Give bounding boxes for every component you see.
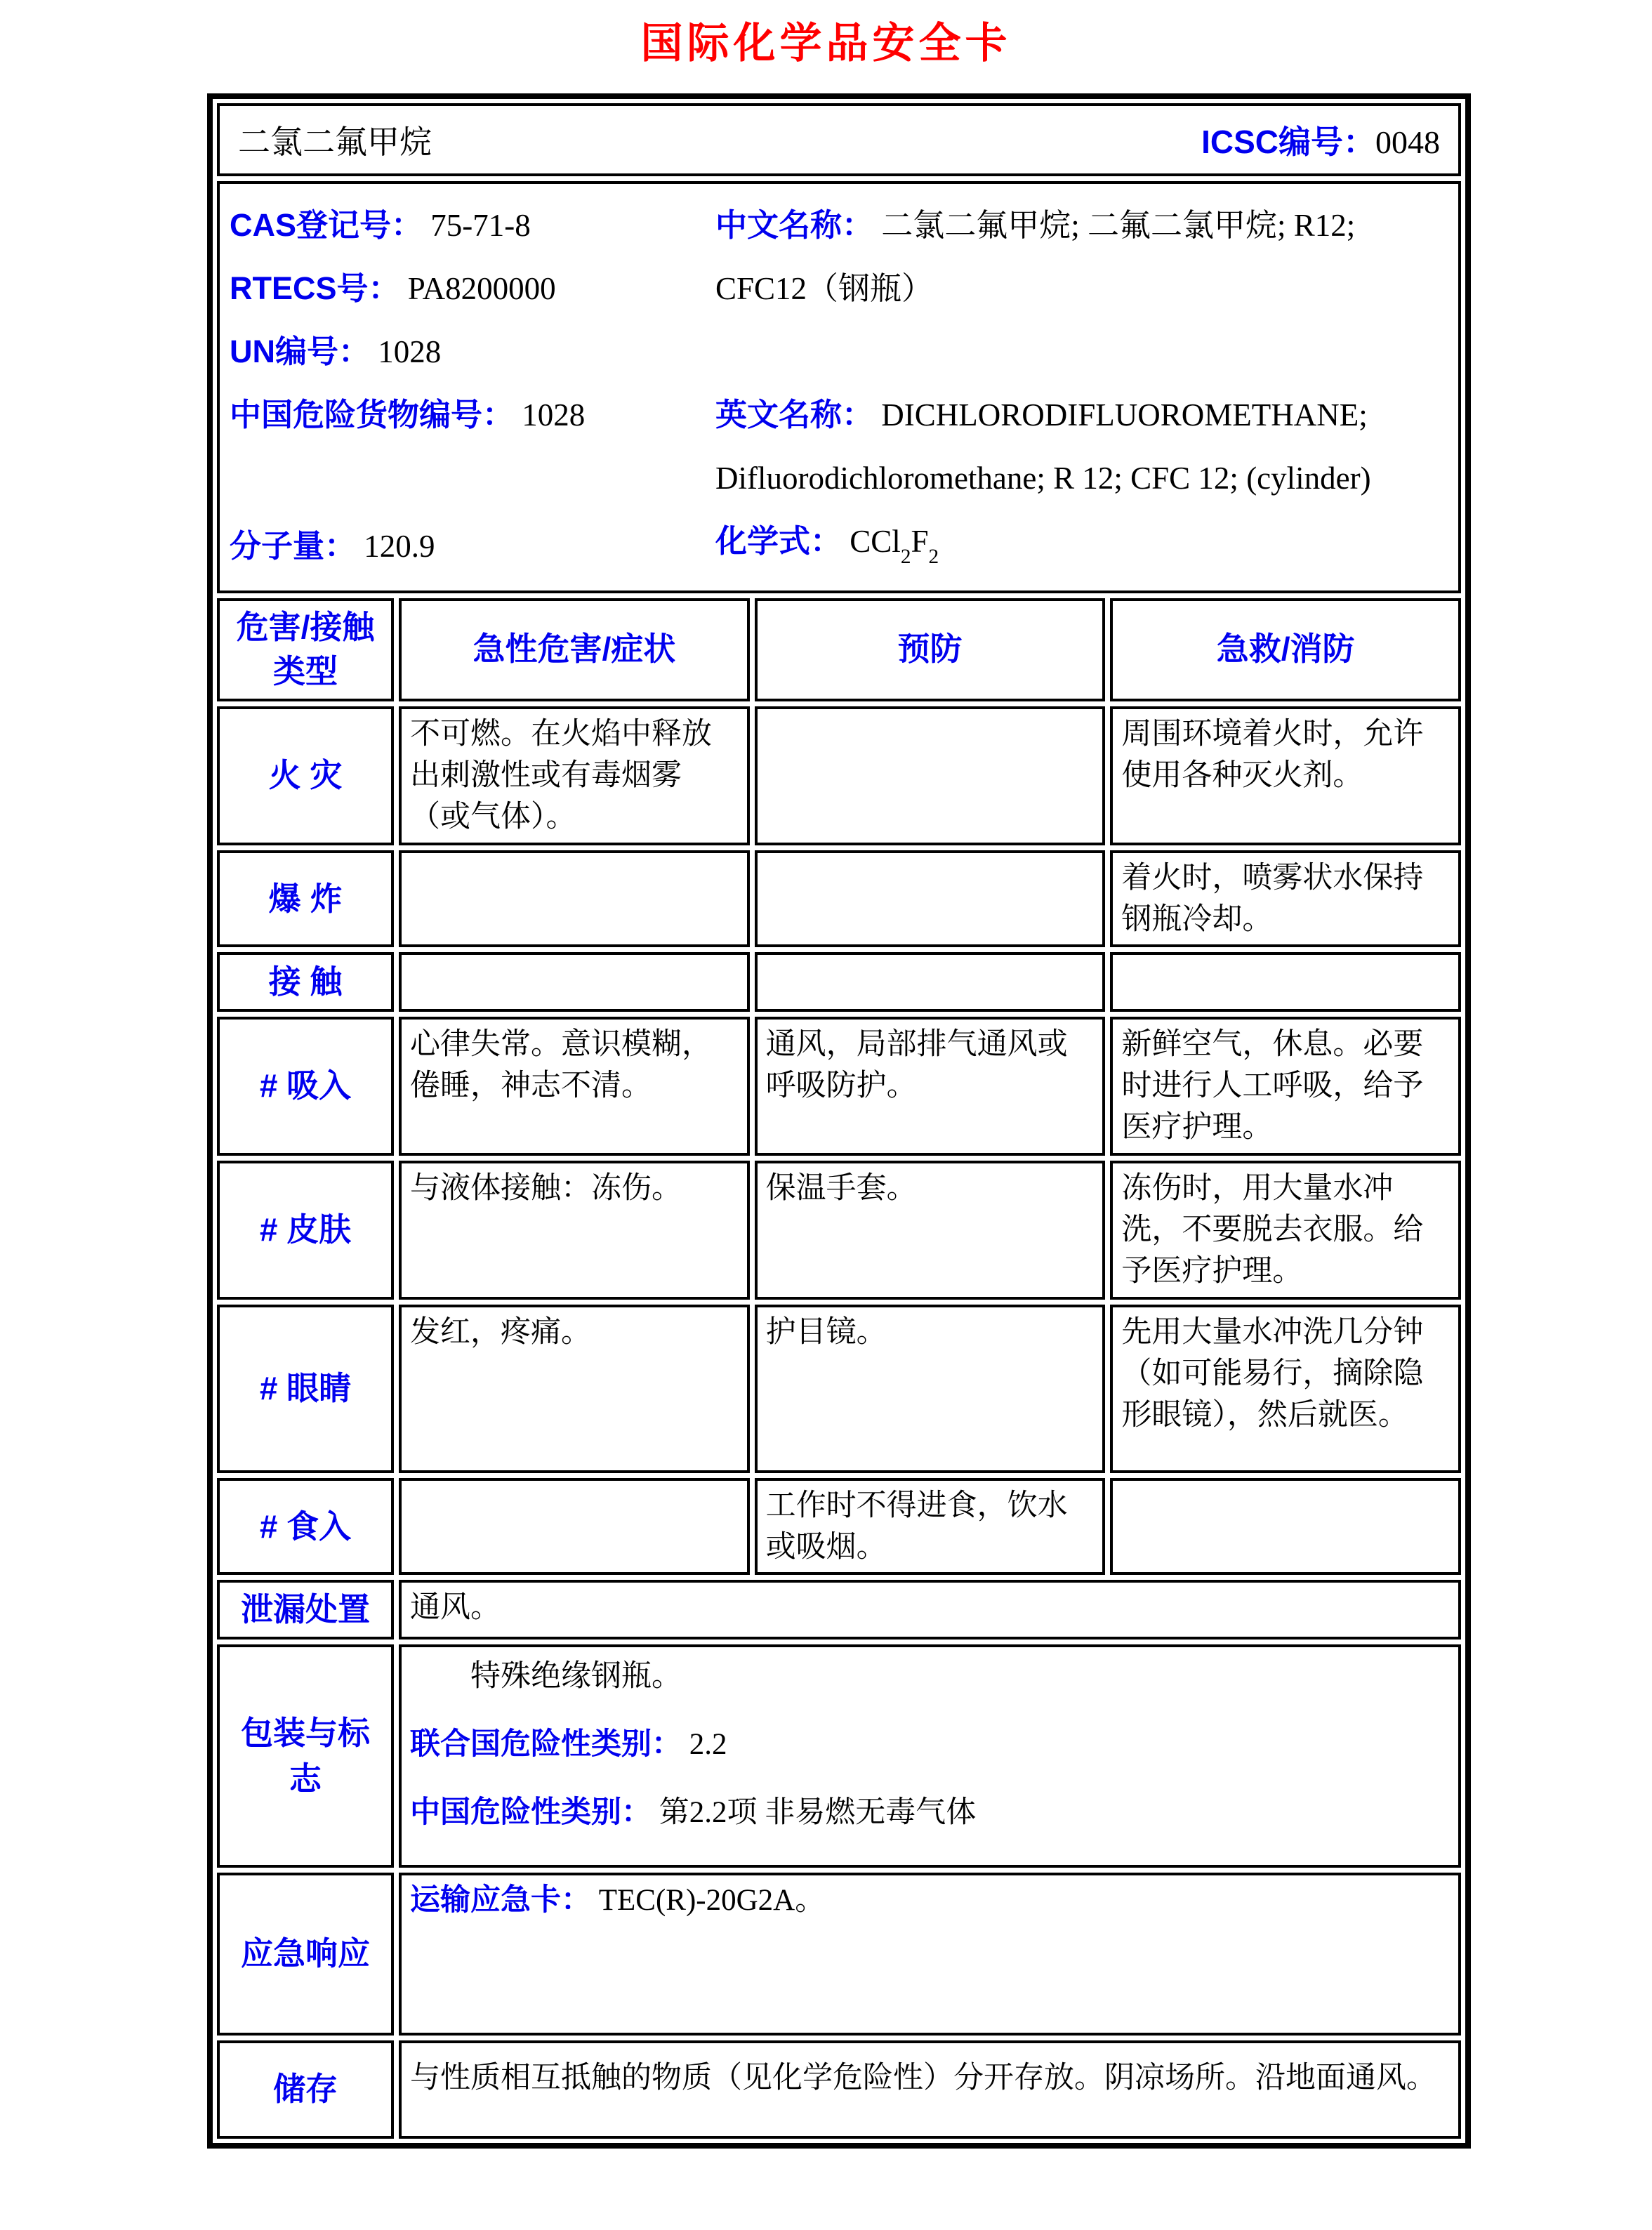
- page-title: 国际化学品安全卡: [640, 20, 1012, 67]
- molecular-weight-value: 120.9: [364, 528, 435, 564]
- chemical-name: 二氯二氟甲烷: [238, 124, 432, 160]
- english-name-value: DICHLORODIFLUOROMETHANE; Difluorodichloromethane; R 12; CFC 12; (cylinder): [715, 397, 1371, 496]
- molecular-weight-line: [230, 515, 715, 578]
- china-dg-number-value: 1028: [522, 397, 586, 433]
- contact-prevention-cell: [755, 952, 1106, 1011]
- china-hazard-class-label: 中国危险性类别：: [410, 1795, 652, 1830]
- chemical-formula-label: 化学式：: [715, 523, 842, 559]
- explosion-symptoms-cell: [399, 850, 750, 948]
- ingestion-symptoms-cell: [399, 1478, 750, 1576]
- name-column: [715, 194, 1444, 578]
- hazard-row-contact: [217, 952, 1461, 1011]
- cas-number-label: CAS登记号：: [230, 207, 423, 243]
- eyes-firstaid-cell: 先用大量水冲洗几分钟（如可能易行，摘除隐形眼镜），然后就医。: [1110, 1305, 1461, 1473]
- transport-emergency-card-label: 运输应急卡：: [410, 1882, 591, 1917]
- english-name-label: 英文名称：: [715, 397, 874, 433]
- cas-number-value: 75-71-8: [430, 208, 531, 243]
- explosion-prevention-cell: [755, 850, 1106, 948]
- header-hazard-type: 危害/接触 类型: [217, 598, 394, 701]
- row-label-contact: 接 触: [217, 952, 394, 1011]
- rtecs-number-value: PA8200000: [407, 271, 556, 306]
- un-hazard-class-line: [410, 1724, 1450, 1765]
- card-header-row: [217, 103, 1461, 176]
- china-dg-number-label: 中国危险货物编号：: [230, 397, 515, 433]
- row-label-spill-disposal: 泄漏处置: [217, 1580, 394, 1639]
- hazard-row-inhalation: [217, 1017, 1461, 1156]
- inhalation-firstaid-cell: 新鲜空气，休息。必要时进行人工呼吸，给予医疗护理。: [1110, 1017, 1461, 1156]
- packaging-content: [399, 1644, 1461, 1868]
- identification-section: [217, 181, 1461, 593]
- icsc-card: [207, 93, 1471, 2149]
- emergency-response-content: [399, 1873, 1461, 2036]
- hazard-row-eyes: [217, 1305, 1461, 1473]
- icsc-number: [1201, 117, 1440, 163]
- china-hazard-class-value: 第2.2项 非易燃无毒气体: [659, 1796, 977, 1830]
- row-label-emergency-response: 应急响应: [217, 1873, 394, 2036]
- explosion-firstaid-cell: 着火时，喷雾状水保持钢瓶冷却。: [1110, 850, 1461, 948]
- packaging-labelling-row: [217, 1644, 1461, 1868]
- row-label-packaging: 包装与标志: [217, 1644, 394, 1868]
- header-prevention: 预防: [755, 598, 1106, 701]
- icsc-number-value: 0048: [1375, 124, 1440, 160]
- contact-symptoms-cell: [399, 952, 750, 1011]
- fire-firstaid-cell: 周围环境着火时，允许使用各种灭火剂。: [1110, 706, 1461, 845]
- row-label-skin: # 皮肤: [217, 1161, 394, 1300]
- header-firstaid-firefighting: 急救/消防: [1110, 598, 1461, 701]
- row-label-storage: 储存: [217, 2040, 394, 2139]
- un-hazard-class-label: 联合国危险性类别：: [410, 1727, 682, 1761]
- skin-prevention-cell: 保温手套。: [755, 1161, 1106, 1300]
- un-hazard-class-value: 2.2: [689, 1727, 727, 1761]
- un-number-line: [230, 320, 715, 383]
- fire-symptoms-cell: 不可燃。在火焰中释放出刺激性或有毒烟雾（或气体）。: [399, 706, 750, 845]
- icsc-number-label: ICSC编号：: [1201, 124, 1375, 160]
- fire-prevention-cell: [755, 706, 1106, 845]
- packaging-note: 特殊绝缘钢瓶。: [470, 1659, 682, 1693]
- inhalation-symptoms-cell: 心律失常。意识模糊，倦睡，神志不清。: [399, 1017, 750, 1156]
- storage-row: [217, 2040, 1461, 2139]
- hazard-row-fire: [217, 706, 1461, 845]
- header-acute-symptoms: 急性危害/症状: [399, 598, 750, 701]
- row-label-ingestion: # 食入: [217, 1478, 394, 1576]
- skin-symptoms-cell: 与液体接触：冻伤。: [399, 1161, 750, 1300]
- inhalation-prevention-cell: 通风，局部排气通风或呼吸防护。: [755, 1017, 1106, 1156]
- chinese-name-value: 二氯二氟甲烷; 二氟二氯甲烷; R12; CFC12（钢瓶）: [715, 208, 1356, 306]
- hazard-row-explosion: [217, 850, 1461, 948]
- ingestion-firstaid-cell: [1110, 1478, 1461, 1576]
- identifier-list: [230, 194, 715, 578]
- hazard-table-header-row: [217, 598, 1461, 701]
- chemical-formula-value: $CCl_2F_2$: [850, 524, 939, 569]
- chinese-name-line: [715, 194, 1444, 320]
- contact-firstaid-cell: [1110, 952, 1461, 1011]
- cas-number-line: [230, 194, 715, 257]
- row-label-explosion: 爆 炸: [217, 850, 394, 948]
- chemical-formula-line: [715, 510, 1444, 578]
- rtecs-number-label: RTECS号：: [230, 270, 400, 306]
- un-number-label: UN编号：: [230, 334, 370, 369]
- spill-disposal-text: 通风。: [399, 1580, 1461, 1639]
- un-number-value: 1028: [378, 334, 442, 369]
- eyes-symptoms-cell: 发红，疼痛。: [399, 1305, 750, 1473]
- rtecs-number-line: [230, 257, 715, 320]
- hazard-row-ingestion: [217, 1478, 1461, 1576]
- china-hazard-class-line: [410, 1792, 1450, 1833]
- row-label-eyes: # 眼睛: [217, 1305, 394, 1473]
- emergency-response-row: [217, 1873, 1461, 2036]
- skin-firstaid-cell: 冻伤时，用大量水冲洗，不要脱去衣服。给予医疗护理。: [1110, 1161, 1461, 1300]
- storage-text: 与性质相互抵触的物质（见化学危险性）分开存放。阴凉场所。沿地面通风。: [399, 2040, 1461, 2139]
- row-label-inhalation: # 吸入: [217, 1017, 394, 1156]
- ingestion-prevention-cell: 工作时不得进食，饮水或吸烟。: [755, 1478, 1106, 1576]
- transport-emergency-card-value: TEC(R)-20G2A。: [598, 1883, 826, 1917]
- spill-disposal-row: [217, 1580, 1461, 1639]
- china-dg-number-line: [230, 383, 715, 447]
- hazard-row-skin: [217, 1161, 1461, 1300]
- english-name-line: [715, 383, 1444, 510]
- molecular-weight-label: 分子量：: [230, 527, 357, 564]
- row-label-fire: 火 灾: [217, 706, 394, 845]
- eyes-prevention-cell: 护目镜。: [755, 1305, 1106, 1473]
- chinese-name-label: 中文名称：: [715, 207, 874, 243]
